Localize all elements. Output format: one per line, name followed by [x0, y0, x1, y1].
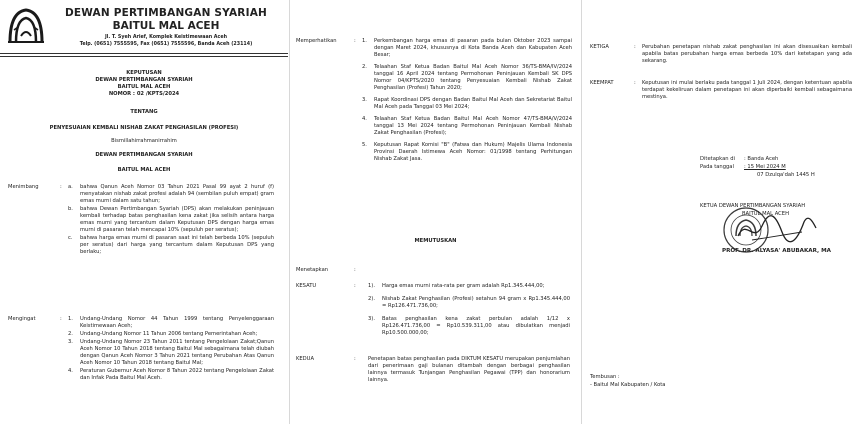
date-value: : 15 Mei 2024 M	[744, 164, 786, 170]
decree-org2: BAITUL MAL ACEH	[117, 84, 171, 90]
signatory-title: KETUA DEWAN PERTIMBANGAN SYARIAH	[700, 203, 806, 209]
keempat-label: KEEMPAT	[590, 80, 614, 86]
bismillah: Bismillahirrahmanirrahim	[111, 138, 177, 144]
body-title1: DEWAN PERTIMBANGAN SYARIAH	[95, 152, 193, 158]
body-title2: BAITUL MAL ACEH	[117, 167, 171, 173]
menimbang-label: Menimbang	[8, 184, 39, 190]
org-address: Jl. T. Syeh Arief, Komplek Keistimewaan Aceh	[104, 35, 228, 40]
list-item: c. bahwa harga emas murni di pasaran saat ini telah berbeda 10% (sepuluh per seratus) dari harga yang tercantum dalam Keputusan DPS yang berlaku;	[68, 235, 274, 256]
place-label: Ditetapkan di	[700, 156, 735, 162]
list-item: 4. Peraturan Gubernur Aceh Nomor 8 Tahun 2022 tentang Pengelolaan Zakat dan Infak Pada Baitul Mal Aceh.	[68, 368, 274, 382]
list-item: 3). Batas penghasilan kena zakat perbulan adalah 1/12 x Rp126.471.736,00 = Rp10.539.311,00 atau dibulatkan menjadi Rp10.500.000,00;	[368, 316, 570, 337]
memutuskan-heading: MEMUTUSKAN	[414, 238, 457, 244]
keempat-colon: :	[634, 80, 636, 86]
keempat-text: Keputusan ini mulai berlaku pada tanggal 1 Juli 2024, dengan ketentuan apabila terdapat kekeliruan dalam penetapan ini akan diperbaiki kembali sebagaimana mestinya.	[642, 80, 852, 101]
place-value: : Banda Aceh	[744, 156, 779, 162]
list-item: 5. Keputusan Rapat Komisi "B" (Fatwa dan Hukum) Majelis Ulama Indonesia Provinsi Daerah Istimewa Aceh Nomor: 01/1998 tentang Perhitungan Nishab Zakat Jasa.	[362, 142, 572, 163]
header-rule	[0, 53, 288, 54]
decree-org1: DEWAN PERTIMBANGAN SYARIAH	[95, 77, 193, 83]
header-rule-thin	[0, 56, 288, 57]
decree-title: KEPUTUSAN	[126, 70, 162, 76]
list-item: 2. Telaahan Staf Ketua Badan Baitul Mal Aceh Nomor 36/TS-BMA/IV/2024 tanggal 16 April 2024 tentang Permohonan Peninjauan Kembali SK DPS Nomor 04/KPTS/2020 tentang Penyesuaian Kembali Nishab Zakat Penghasilan (Profesi) Tahun 2020;	[362, 64, 572, 92]
list-item: 1). Harga emas murni rata-rata per gram adalah Rp1.345.444,00;	[368, 283, 545, 289]
page-2	[289, 0, 580, 424]
kedua-colon: :	[354, 356, 356, 362]
list-item: 3. Undang-Undang Nomor 23 Tahun 2011 tentang Pengelolaan Zakat;Qanun Aceh Nomor 10 Tahun 2018 tentang Baitul Mal sebagaimana telah diubah dengan Qanun Aceh Nomor 3 Tahun 2021 tentang Perubahan Atas Qanun Aceh Nomor 10 Tahun 2018 tentang Baitul Mal;	[68, 339, 274, 367]
kedua-label: KEDUA	[296, 356, 315, 362]
menetapkan-label: Menetapkan	[296, 267, 329, 273]
kesatu-label: KESATU	[296, 283, 317, 289]
ketiga-colon: :	[634, 44, 636, 50]
memperhatikan-list	[362, 38, 572, 163]
tembusan-label: Tembusan :	[590, 374, 620, 380]
list-item: 3. Rapat Koordinasi DPS dengan Badan Baitul Mal Aceh dan Sekretariat Baitul Mal Aceh pada Tanggal 03 Mei 2024;	[362, 97, 572, 111]
page-1	[0, 0, 288, 424]
kedua-text: Penetapan batas penghasilan pada DIKTUM KESATU merupakan penjumlahan dari penerimaan gaji bulanan ditambah dengan berbagai penghasilan lainnya termasuk Tunjangan Penghasilan Pegawai (TPP) dan honorarium lainnya.	[368, 356, 570, 384]
list-item: 2. Undang-Undang Nomor 11 Tahun 2006 tentang Pemerintahan Aceh;	[68, 331, 258, 338]
kesatu-colon: :	[354, 283, 356, 289]
menimbang-colon: :	[60, 184, 62, 190]
list-item: 1. Perkembangan harga emas di pasaran pada bulan Oktober 2023 sampai dengan Maret 2024, khususnya di Kota Banda Aceh dan Kabupaten Aceh Besar;	[362, 38, 572, 59]
mengingat-label: Mengingat	[8, 316, 36, 322]
list-item: 2). Nishab Zakat Penghasilan (Profesi) setahun 94 gram x Rp1.345.444,00 = Rp126.471.736,00;	[368, 296, 570, 310]
menetapkan-colon: :	[354, 267, 356, 273]
signatory-name: PROF. DR. ALYASA' ABUBAKAR, MA	[722, 248, 832, 254]
org-name-line2: BAITUL MAL ACEH	[112, 20, 220, 32]
date-label: Pada tanggal	[700, 164, 734, 170]
memperhatikan-label: Memperhatikan	[296, 38, 337, 44]
org-contact: Telp. (0651) 7555595, Fax (0651) 7555596, Banda Aceh (23114)	[79, 42, 253, 47]
kesatu-list	[368, 283, 570, 337]
list-item: 1. Undang-Undang Nomor 44 Tahun 1999 tentang Penyelenggaraan Keistimewaan Aceh;	[68, 316, 274, 330]
list-item: 4. Telaahan Staf Ketua Badan Baitul Mal Aceh Nomor 47/TS-BMA/V/2024 tanggal 13 Mei 2024 tentang Permohonan Peninjauan Kembali Nishab Zakat Penghasilan (Profesi);	[362, 116, 572, 137]
hijri-date: 07 Dzulqa'dah 1445 H	[757, 172, 815, 178]
tembusan-item: - Baitul Mal Kabupaten / Kota	[590, 382, 666, 388]
mengingat-colon: :	[60, 316, 62, 322]
decree-subject: PENYESUAIAN KEMBALI NISHAB ZAKAT PENGHASILAN (PROFESI)	[49, 125, 239, 131]
decree-number: NOMOR : 02 /KPTS/2024	[108, 91, 180, 97]
memperhatikan-colon: :	[354, 38, 356, 44]
signatory-title2: BAITUL MAL ACEH	[742, 211, 789, 217]
list-item: b. bahwa Dewan Pertimbangan Syariah (DPS) akan melakukan peninjauan kembali terhadap batas penghasilan kena zakat jika selisih antara harga emas murni yang tercantum dalam Keputusan DPS dengan harga emas murni di pasaran telah mencapai 10% (sepuluh per seratus);	[68, 206, 274, 234]
ketiga-label: KETIGA	[590, 44, 609, 50]
org-name-line1: DEWAN PERTIMBANGAN SYARIAH	[64, 7, 268, 19]
baitul-mal-logo-icon	[6, 6, 46, 46]
list-item: a. bahwa Qanun Aceh Nomor 03 Tahun 2021 Pasal 99 ayat 2 huruf (f) menyatakan nishab zakat profesi adalah 94 (sembilan puluh empat) gram emas murni dalam satu tahun;	[68, 184, 274, 205]
page-3	[581, 0, 860, 424]
decree-about: TENTANG	[130, 109, 158, 115]
menimbang-list	[68, 184, 274, 256]
ketiga-text: Perubahan penetapan nishab zakat penghasilan ini akan disesuaikan kembali apabila batas perubahan harga emas berbeda 10% dari ketetapan yang ada sekarang.	[642, 44, 852, 65]
mengingat-list	[68, 316, 274, 382]
